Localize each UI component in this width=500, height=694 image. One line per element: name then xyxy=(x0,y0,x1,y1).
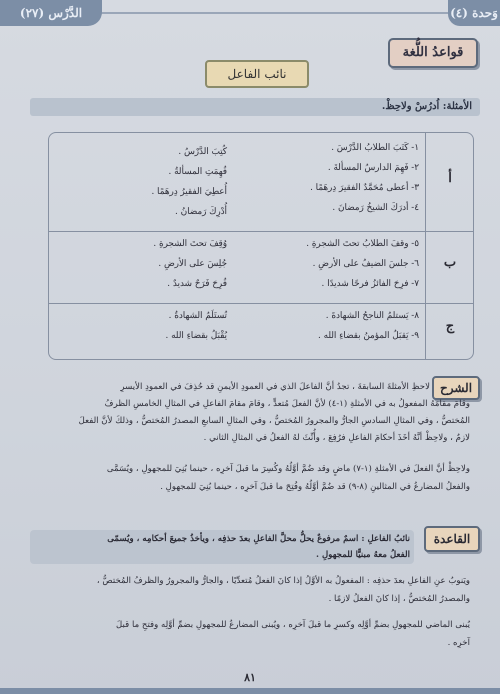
example-sentence: ٥- وقفَ الطلابُ تحتَ الشجرةِ . xyxy=(306,239,419,249)
passive-sentence: جُلِسَ على الأرضِ . xyxy=(158,259,227,269)
passive-sentence: أُدْرِكَ رَمضانُ . xyxy=(175,207,227,217)
example-group-b xyxy=(49,231,473,304)
rule-line: يُبنى الماضي للمجهولِ بضمِّ أوَّلِه وكسرِ ما قبلَ آخرِه ، ويُبنى المضارعُ للمجهولِ بضمِّ أوَّلِه وفتحِ ما قبلَ xyxy=(116,620,470,630)
explanation-line: وقامَ مقامَهُ المفعولُ به في الأمثلةِ (١-٤) لأنَّ الفعلَ مُتعدٍّ ، وقامَ مقامَ الفاعلِ في المثالِ الخامسِ الظرفُ xyxy=(104,399,470,409)
examples-table xyxy=(48,132,474,360)
rule-line: الفعلُ معهُ مبنيًّا للمجهولِ . xyxy=(316,550,410,560)
rule-line: ويَنوبُ عنِ الفاعلِ بعدَ حذفِه : المفعولُ به الأوَّلُ إذا كانَ الفعلُ مُتعدِّيًا ، والجارُّ والمجرورُ والظرفُ المُختصُّ ، xyxy=(96,576,470,586)
unit-number-tab: وَحدة (٤) xyxy=(448,0,500,26)
example-group-a xyxy=(49,133,473,232)
header-rule xyxy=(100,12,448,14)
rule-tag: القاعدة xyxy=(424,526,480,552)
example-sentence: ٣- أعطى مُحَمَّدٌ الفقيرَ دِرهَمًا . xyxy=(310,183,419,193)
passive-sentence: فُهِمَتِ المسألةُ . xyxy=(168,167,227,177)
passive-sentence: كُتِبَ الدَّرْسُ . xyxy=(178,147,227,157)
example-group-c xyxy=(49,303,473,359)
passive-sentence: فُرِحَ فَرَحٌ شديدٌ . xyxy=(167,279,227,289)
passive-sentence: يُقْبَلُ بقضاءِ الله . xyxy=(165,331,227,341)
example-sentence: ٧- فرِحَ الفائزُ فرحًا شديدًا . xyxy=(321,279,419,289)
bottom-band xyxy=(0,688,500,694)
rule-line: آخرِه . xyxy=(447,638,470,648)
example-sentence: ١- كَتَبَ الطلابُ الدَّرْسَ . xyxy=(331,143,419,153)
passive-sentence: أُعطِيَ الفقيرُ دِرهَمًا . xyxy=(151,187,227,197)
rule-line: والمصدرُ المُختصُّ ، إذا كانَ الفعلُ لازمًا . xyxy=(328,594,470,604)
page-number: ٨١ xyxy=(244,671,256,684)
example-sentence: ٨- يَستلمُ الناجحُ الشهادةَ . xyxy=(325,311,419,321)
examples-heading: الأمثلة: اُدرُسْ ولاحِظْ. xyxy=(30,98,480,116)
group-letter: ب xyxy=(443,255,457,270)
example-sentence: ٢- فَهِمَ الدارسُ المسألةَ . xyxy=(327,163,419,173)
section-title: قواعدُ اللُّغة xyxy=(388,38,478,68)
example-sentence: ٤- أدرَكَ الشيخُ رَمضانَ . xyxy=(332,203,419,213)
passive-sentence: وُقِفَ تحتَ الشجرةِ . xyxy=(153,239,227,249)
page-header xyxy=(0,0,500,30)
group-letter: أ xyxy=(448,171,452,186)
passive-sentence: تُستَلَمُ الشهادةُ . xyxy=(168,311,227,321)
lesson-number-tab: الدَّرْس (٢٧) xyxy=(0,0,102,26)
example-sentence: ٦- جلسَ الضيفُ على الأرضِ . xyxy=(312,259,419,269)
explanation-line: لازمٌ ، ولاحِظْ أنَّهُ أخَذَ أحكامَ الفاعلِ فرُفِعَ ، وأُنِّثَ لهُ الفعلُ في المثالِ الثاني . xyxy=(203,433,470,443)
rule-line: نائبُ الفاعلِ : اسمٌ مرفوعٌ يحلُّ محلَّ الفاعلِ بعدَ حذفِه ، ويأخذُ جميعَ أحكامِه ، ويُسمّى xyxy=(107,534,410,544)
example-sentence: ٩- يَقبَلُ المؤمنُ بقضاءِ الله . xyxy=(318,331,419,341)
explanation-tag: الشرح xyxy=(432,376,480,400)
group-letter: ج xyxy=(445,319,455,334)
lesson-title: نائب الفاعل xyxy=(205,60,309,88)
explanation-line: ولاحِظْ أنَّ الفعلَ في الأمثلةِ (١-٧) ماضٍ وقد ضُمَّ أوَّلُهُ وكُسِرَ ما قبلَ آخرِه ، حينما بُنِيَ للمجهولِ ، ويُسَمَّى xyxy=(106,464,470,474)
explanation-line: لاحظِ الأمثلةَ السابقةَ ، تجدُ أنَّ الفاعلَ الذي في العمودِ الأيمنِ قد حُذِفَ في العمودِ الأيسرِ xyxy=(120,382,430,392)
explanation-line: المُختصُّ ، وفي المثالِ السادسِ الجارُّ والمجرورُ المُختصُّ ، وفي المثالِ السابعِ المصدرُ المُختصُّ ، وذلكَ لأنَّ الفعلَ xyxy=(78,416,470,426)
explanation-line: والفعلُ المضارعُ في المثالينِ (٨-٩) قد ضُمَّ أوَّلُهُ وفُتِحَ ما قبلَ آخرِه ، حينما بُنِيَ للمجهولِ . xyxy=(160,482,470,492)
